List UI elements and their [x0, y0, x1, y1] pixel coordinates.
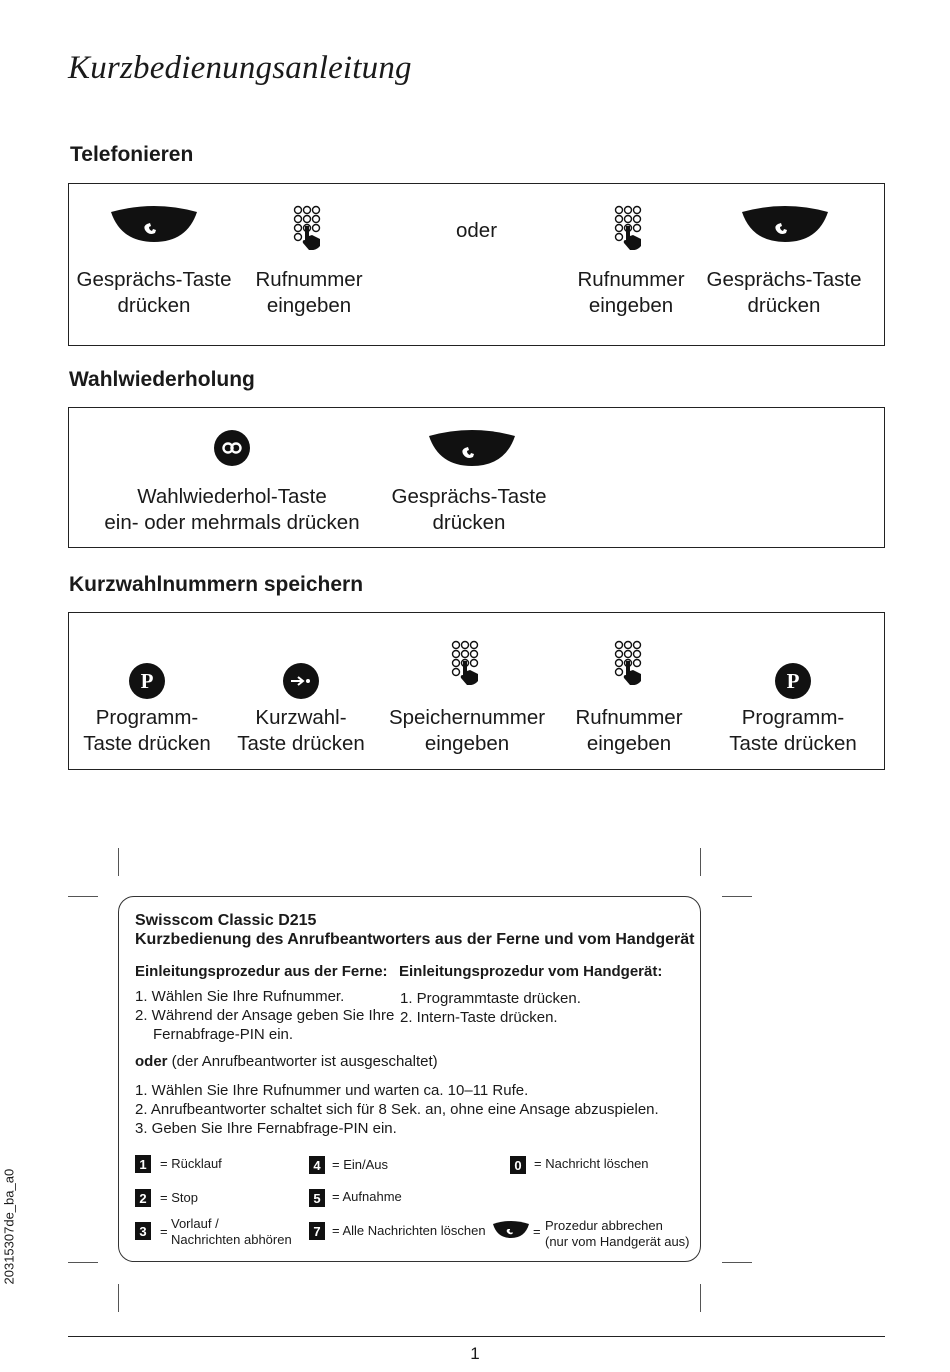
document-code: 20315307de_ba_a0 [1, 1168, 17, 1285]
step-label: Gesprächs-Taste drücken [391, 485, 547, 534]
call-key-icon [427, 430, 517, 468]
crop-mark [722, 896, 752, 897]
step-label: Rufnummer eingeben [577, 268, 685, 317]
key-description: (nur vom Handgerät aus) [545, 1234, 690, 1249]
keypad-press-icon [292, 204, 326, 250]
or-line: oder (der Anrufbeantworter ist ausgeschaltet) [135, 1053, 438, 1070]
remote-step: Fernabfrage-PIN ein. [153, 1026, 294, 1043]
step-label: Gesprächs-Taste drücken [76, 268, 232, 317]
key-description: = Ein/Aus [332, 1157, 389, 1172]
key-description: = Rücklauf [160, 1156, 222, 1171]
off-step: 3. Geben Sie Ihre Fernabfrage-PIN ein. [135, 1120, 397, 1137]
remote-heading: Einleitungsprozedur aus der Ferne: [135, 963, 388, 980]
step-label: Kurzwahl- Taste drücken [237, 706, 365, 755]
crop-mark [722, 1262, 752, 1263]
telefonieren-or: oder [455, 219, 498, 242]
key-description: Vorlauf / [171, 1216, 219, 1231]
telefonieren-box [68, 183, 885, 346]
handset-heading: Einleitungsprozedur vom Handgerät: [399, 963, 663, 980]
section-heading-telefonieren: Telefonieren [70, 143, 194, 166]
card-subtitle: Kurzbedienung des Anrufbeantworters aus der Ferne und vom Handgerät [135, 931, 695, 948]
step-label: Speichernummer eingeben [388, 706, 546, 755]
handset-step: 1. Programmtaste drücken. [400, 990, 581, 1007]
off-step: 2. Anrufbeantworter schaltet sich für 8 Sek. an, ohne eine Ansage abzuspielen. [135, 1101, 659, 1118]
remote-step: 2. Während der Ansage geben Sie Ihre [135, 1007, 395, 1024]
key-equals: = [160, 1224, 168, 1239]
key-5-icon: 5 [309, 1189, 325, 1207]
key-7-icon: 7 [309, 1222, 325, 1240]
step-label: Rufnummer eingeben [255, 268, 363, 317]
wahlwiederholung-box [68, 407, 885, 548]
step-label: Programm- Taste drücken [729, 706, 857, 755]
off-step: 1. Wählen Sie Ihre Rufnummer und warten ca. 10–11 Rufe. [135, 1082, 529, 1099]
step-label: Wahlwiederhol-Taste ein- oder mehrmals drücken [104, 485, 360, 534]
call-key-icon [740, 206, 830, 244]
crop-mark [68, 1262, 98, 1263]
key-description: = Nachricht löschen [534, 1156, 649, 1171]
call-key-icon [492, 1221, 530, 1239]
speed-dial-key-icon [283, 663, 319, 699]
crop-mark [700, 1284, 701, 1312]
page-title: Kurzbedienungsanleitung [68, 50, 412, 86]
key-2-icon: 2 [135, 1189, 151, 1207]
key-3-icon: 3 [135, 1222, 151, 1240]
quick-reference-card [118, 896, 701, 1262]
step-label: Rufnummer eingeben [575, 706, 683, 755]
step-label: Programm- Taste drücken [83, 706, 211, 755]
key-equals: = [533, 1224, 541, 1239]
crop-mark [68, 896, 98, 897]
crop-mark [118, 848, 119, 876]
footer-rule [68, 1336, 885, 1337]
keypad-press-icon [613, 639, 647, 685]
crop-mark [118, 1284, 119, 1312]
key-description: = Alle Nachrichten löschen [332, 1223, 486, 1238]
keypad-press-icon [450, 639, 484, 685]
kurzwahl-box [68, 612, 885, 770]
card-title: Swisscom Classic D215 [135, 912, 317, 929]
key-description: Prozedur abbrechen [545, 1218, 663, 1233]
program-key-icon: P [775, 663, 811, 699]
call-key-icon [109, 206, 199, 244]
redial-icon [214, 430, 250, 466]
keypad-press-icon [613, 204, 647, 250]
key-description: = Stop [160, 1190, 198, 1205]
program-key-icon: P [129, 663, 165, 699]
section-heading-wahlwiederholung: Wahlwiederholung [69, 368, 255, 391]
key-1-icon: 1 [135, 1155, 151, 1173]
remote-step: 1. Wählen Sie Ihre Rufnummer. [135, 988, 345, 1005]
page-number: 1 [470, 1344, 480, 1363]
crop-mark [700, 848, 701, 876]
key-4-icon: 4 [309, 1156, 325, 1174]
section-heading-kurzwahl: Kurzwahlnummern speichern [69, 573, 364, 596]
key-description: = Aufnahme [332, 1189, 402, 1204]
handset-step: 2. Intern-Taste drücken. [400, 1009, 558, 1026]
key-0-icon: 0 [510, 1156, 526, 1174]
step-label: Gesprächs-Taste drücken [706, 268, 862, 317]
key-description: Nachrichten abhören [171, 1232, 292, 1247]
